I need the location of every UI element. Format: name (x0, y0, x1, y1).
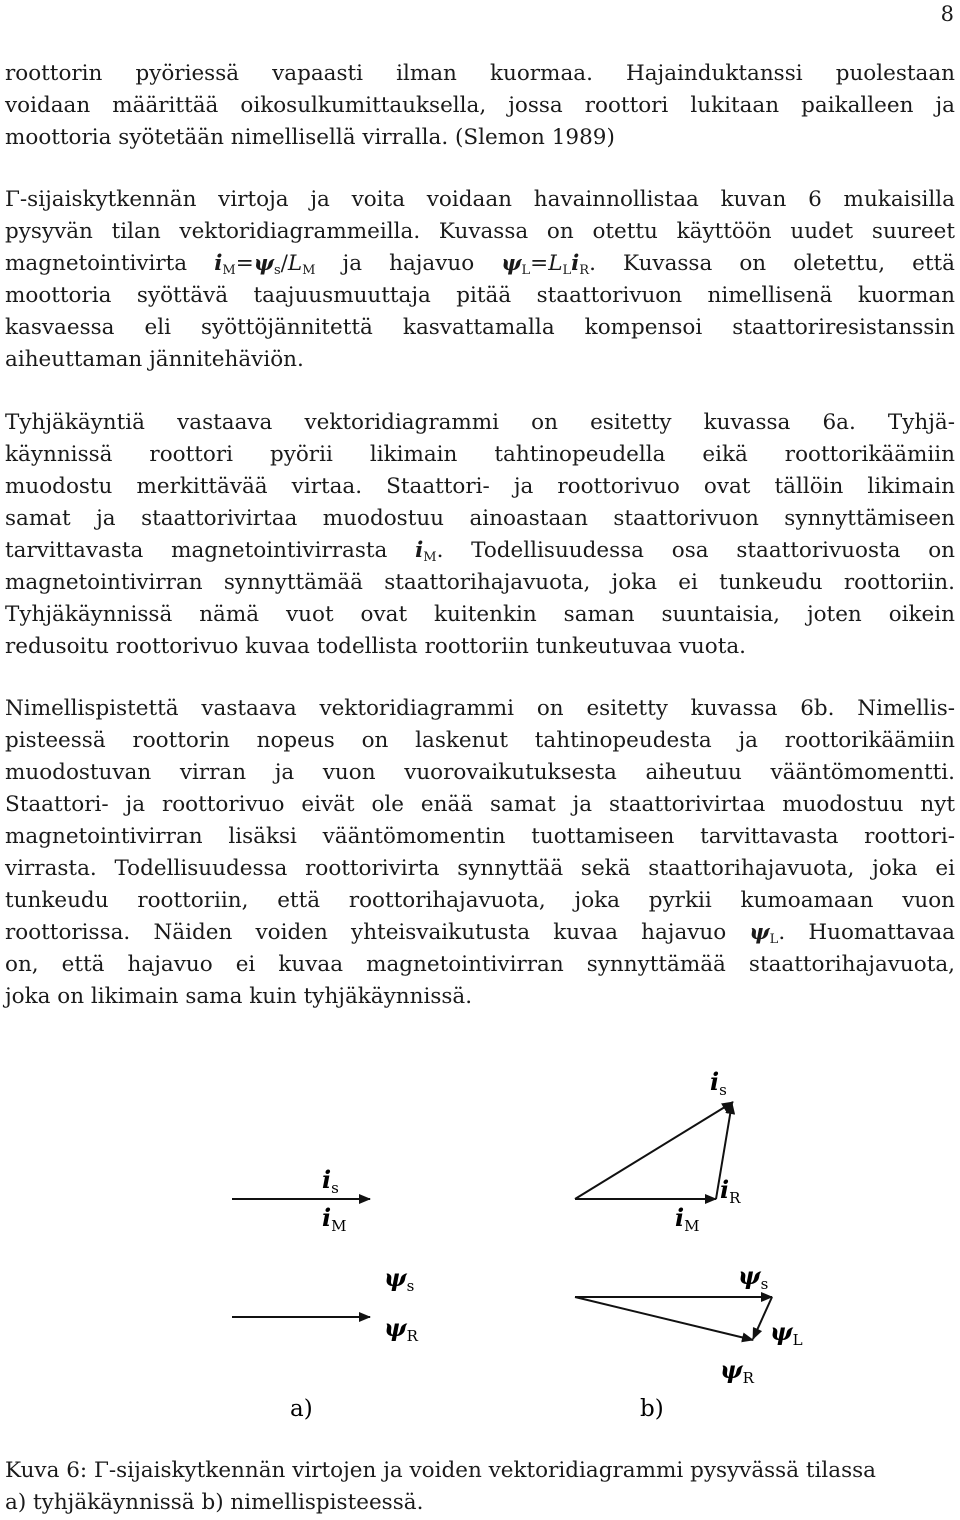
text-line: samat ja staattorivirtaa muodostuu ainoastaan staattorivuon synnyttämiseen (5, 506, 955, 531)
text-line: redusoitu roottorivuo kuvaa todellista roottoriin tunkeutuvaa vuota. (5, 634, 746, 659)
text-line: magnetointivirran lisäksi vääntömomentin tuottamiseen tarvittavasta roottori- (5, 824, 955, 849)
paragraph-3 (5, 407, 955, 663)
text-line: Staattori- ja roottorivuo eivät ole enää samat ja staattorivirtaa muodostuu nyt (5, 792, 955, 817)
text-line: magnetointivirran synnyttämää staattorihajavuota, joka ei tunkeudu roottoriin. (5, 570, 955, 595)
vector-label-iR: $i_R$ (720, 1175, 741, 1207)
formula-im: iM=ψs/LM (214, 251, 316, 278)
text-line: pisteessä roottorin nopeus on laskenut tahtinopeudesta ja roottorikäämiin (5, 728, 955, 753)
figure-caption (5, 1455, 955, 1519)
text-segment: roottorissa. Näiden voiden yhteisvaikutusta kuvaa hajavuo (5, 920, 727, 945)
text-line: roottorin pyöriessä vapaasti ilman kuormaa. Hajainduktanssi puolestaan (5, 61, 955, 86)
paragraph-2 (5, 184, 955, 376)
text-line: muodostu merkittävää virtaa. Staattori- ja roottorivuo ovat tällöin likimain (5, 474, 955, 499)
vector-label-psis: $\psi_s$ (738, 1261, 769, 1293)
vector-label-psiL: $\psi_L$ (770, 1317, 803, 1349)
text-line: pysyvän tilan vektoridiagrammeilla. Kuvassa on otettu käyttöön uudet suureet (5, 219, 955, 244)
vector-label-iM: $i_M$ (675, 1203, 700, 1235)
vector-diagram-figure (0, 1060, 960, 1440)
text-segment: ja hajavuo (342, 251, 475, 276)
vector-label-psis: $\psi_s$ (384, 1263, 415, 1295)
text-line: moottoria syötetään nimellisellä virralla. (Slemon 1989) (5, 125, 615, 150)
vector-label-is: $i_s$ (710, 1067, 727, 1099)
text-line: Γ-sijaiskytkennän virtoja ja voita voidaan havainnollistaa kuvan 6 mukaisilla (5, 187, 955, 212)
text-line: aiheuttaman jännitehäviön. (5, 347, 304, 372)
vector-label-psiR: $\psi_R$ (720, 1355, 754, 1387)
vector-label-iM: $i_M$ (322, 1203, 347, 1235)
text-line: voidaan määrittää oikosulkumittauksella, jossa roottori lukitaan paikalleen ja (5, 93, 955, 118)
text-line: tunkeudu roottoriin, että roottorihajavuota, joka pyrkii kumoamaan vuon (5, 888, 955, 913)
text-line: Nimellispistettä vastaava vektoridiagrammi on esitetty kuvassa 6b. Nimellis- (5, 696, 955, 721)
caption-line: Kuva 6: Γ-sijaiskytkennän virtojen ja voiden vektoridiagrammi pysyvässä tilassa (5, 1458, 876, 1483)
page-number: 8 (940, 2, 954, 26)
text-line: käynnissä roottori pyörii likimain tahtinopeudella eikä roottorikäämiin (5, 442, 955, 467)
diagram-label-b: b) (640, 1396, 664, 1422)
diagram-b (575, 1067, 803, 1422)
caption-line: a) tyhjäkäynnissä b) nimellispisteessä. (5, 1490, 424, 1515)
text-line: Tyhjäkäyntiä vastaava vektoridiagrammi on esitetty kuvassa 6a. Tyhjä- (5, 410, 955, 435)
vector-label-is: $i_s$ (322, 1165, 339, 1197)
text-segment: . Huomattavaa (778, 920, 955, 945)
text-line: muodostuvan virran ja vuon vuorovaikutuksesta aiheutuu vääntömomentti. (5, 760, 955, 785)
text-line (5, 248, 955, 280)
text-line (5, 535, 955, 567)
text-line: Tyhjäkäynnissä nämä vuot ovat kuitenkin saman suuntaisia, joten oikein (5, 602, 955, 627)
diagram-label-a: a) (290, 1396, 313, 1422)
text-segment: . Kuvassa on oletettu, että (589, 251, 955, 276)
formula-psiL: ψL=LLiR (501, 251, 590, 278)
formula-psiL: ψL (749, 920, 779, 947)
text-line (5, 917, 955, 949)
current-vector-is (575, 1102, 733, 1199)
vector-label-psiR: $\psi_R$ (384, 1313, 418, 1345)
text-line: joka on likimain sama kuin tyhjäkäynnissä. (5, 984, 473, 1009)
text-line: moottoria syöttävä taajuusmuuttaja pitää staattorivuon nimellisenä kuorman (5, 283, 955, 308)
diagram-a (232, 1165, 419, 1422)
text-line: on, että hajavuo ei kuvaa magnetointivirran synnyttämää staattorihajavuota, (5, 952, 955, 977)
text-segment: tarvittavasta magnetointivirrasta (5, 538, 388, 563)
text-line: virrasta. Todellisuudessa roottorivirta synnyttää sekä staattorihajavuota, joka ei (5, 856, 955, 881)
text-segment: magnetointivirta (5, 251, 188, 276)
formula-iM: iM (415, 538, 437, 565)
text-line: kasvaessa eli syöttöjännitettä kasvattamalla kompensoi staattoriresistanssin (5, 315, 955, 340)
text-segment: . Todellisuudessa osa staattorivuosta on (436, 538, 955, 563)
paragraph-4 (5, 693, 955, 1013)
paragraph-1 (5, 58, 955, 154)
flux-vector-psiR (575, 1297, 753, 1340)
